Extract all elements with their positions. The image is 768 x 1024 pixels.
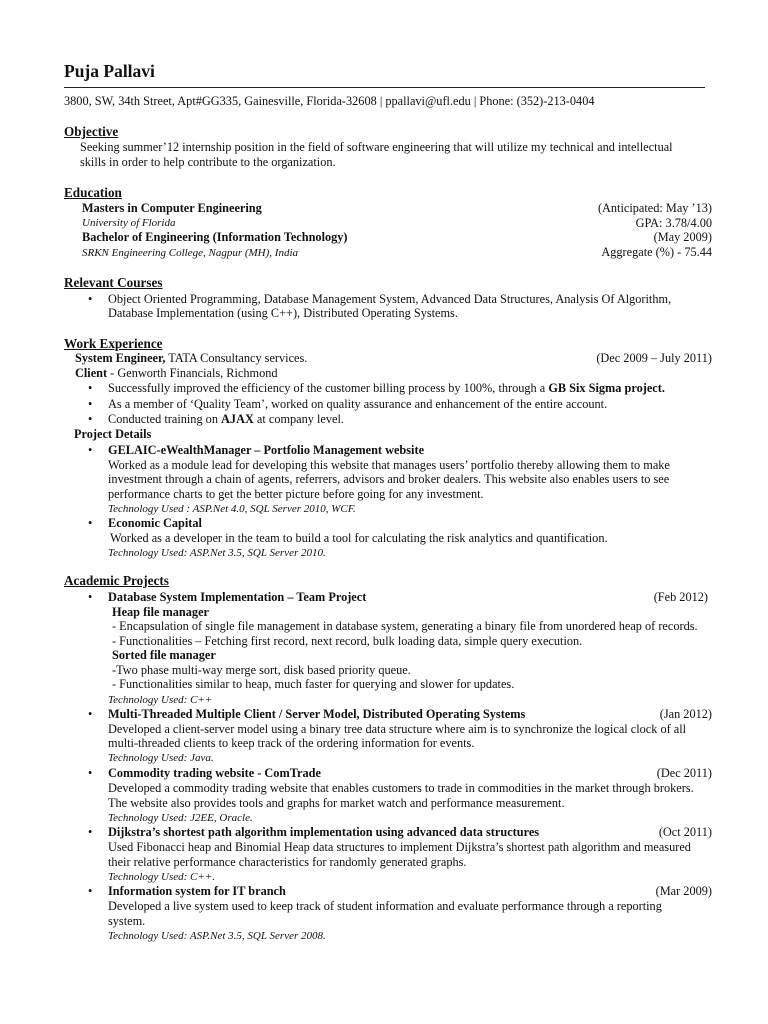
client: - Genworth Financials, Richmond <box>107 366 278 380</box>
project-details-label: Project Details <box>74 427 152 441</box>
school-srkn: SRKN Engineering College, Nagpur (MH), India <box>82 246 299 259</box>
bullet: • <box>88 396 93 411</box>
project-gelaic-title: GELAIC-eWealthManager – Portfolio Management website <box>108 442 425 457</box>
bullet: • <box>88 589 93 604</box>
academic-5-date: (Mar 2009) <box>655 884 712 898</box>
contact-line: 3800, SW, 34th Street, Apt#GG335, Gainesville, Florida-32608 | ppallavi@ufl.edu | Phone: (352)-213-0404 <box>64 94 595 108</box>
academic-5-tech: Technology Used: ASP.Net 3.5, SQL Server 2008. <box>108 929 326 942</box>
bullet: • <box>88 412 93 426</box>
school-uf: University of Florida <box>82 217 176 229</box>
client-line <box>75 366 278 381</box>
project-gelaic-tech: Technology Used : ASP.Net 4.0, SQL Server 2010, WCF. <box>108 503 356 515</box>
bullet: • <box>88 706 93 721</box>
bullet: • <box>88 884 93 898</box>
academic-1-line-4: - Functionalities similar to heap, much faster for querying and slower for updates. <box>112 677 515 692</box>
objective-line-1: Seeking summer’12 internship position in the field of software engineering that will utilize my technical and intellectual <box>80 140 673 154</box>
academic-1-sub-heap: Heap file manager <box>112 604 209 619</box>
gpa: GPA: 3.78/4.00 <box>635 215 712 230</box>
academic-3-line-1: Developed a commodity trading website that enables customers to trade in commodities in the market through brokers. <box>108 781 694 795</box>
job-title: System Engineer, <box>75 351 166 365</box>
academic-2-line-1: Developed a client-server model using a binary tree data structure where aim is to synchronize the logical clock of all <box>108 721 687 736</box>
academic-4-date: (Oct 2011) <box>658 825 712 839</box>
project-ecocap-line-1: Worked as a developer in the team to build a tool for calculating the risk analytics and quantification. <box>110 530 608 545</box>
academic-5-title: Information system for IT branch <box>108 884 286 898</box>
academic-heading: Academic Projects <box>64 573 169 588</box>
aggregate: Aggregate (%) - 75.44 <box>601 244 712 259</box>
work-bullet-3: Conducted training on AJAX at company level. <box>108 412 344 426</box>
bullet: • <box>88 291 93 306</box>
academic-2-title: Multi-Threaded Multiple Client / Server Model, Distributed Operating Systems <box>108 706 526 721</box>
academic-3-tech: Technology Used: J2EE, Oracle. <box>108 811 253 824</box>
courses-heading: Relevant Courses <box>64 275 163 290</box>
academic-1-tech: Technology Used: C++ <box>108 693 213 706</box>
bullet: • <box>88 516 93 530</box>
job-dates: (Dec 2009 – July 2011) <box>596 351 712 365</box>
work-heading: Work Experience <box>64 336 163 351</box>
academic-5-line-2: system. <box>108 913 146 928</box>
academic-1-title: Database System Implementation – Team Project <box>108 589 367 604</box>
project-gelaic-line-3: performance charts to get the better picture before going for any investment. <box>108 486 484 501</box>
academic-2-line-2: multi-threaded clients to keep track of the ordering information for events. <box>108 736 475 751</box>
work-bullet-1: Successfully improved the efficiency of the customer billing process by 100%, through a GB Six Sigma project. <box>108 381 665 395</box>
academic-4-line-1: Used Fibonacci heap and Binomial Heap data structures to implement Dijkstra’s shortest path algorithm and measured <box>108 840 691 854</box>
bullet: • <box>88 442 93 457</box>
bullet: • <box>88 825 93 839</box>
academic-1-line-1: - Encapsulation of single file management in database system, generating a binary file from unordered heap of records. <box>112 619 698 633</box>
project-gelaic-line-1: Worked as a module lead for developing this website that manages users’ portfolio thereby allowing them to make <box>108 457 670 472</box>
academic-2-tech: Technology Used: Java. <box>108 752 214 764</box>
academic-1-sub-sorted: Sorted file manager <box>112 648 216 663</box>
academic-1-date: (Feb 2012) <box>653 589 708 604</box>
degree-bachelors-date: (May 2009) <box>653 230 712 245</box>
academic-4-title: Dijkstra’s shortest path algorithm implementation using advanced data structures <box>108 825 540 839</box>
academic-4-tech: Technology Used: C++. <box>108 870 216 883</box>
academic-2-date: (Jan 2012) <box>659 706 712 721</box>
objective-heading: Objective <box>64 124 119 139</box>
bullet: • <box>88 381 93 395</box>
academic-3-title: Commodity trading website - ComTrade <box>108 766 321 780</box>
academic-3-line-2: The website also provides tools and graphs for market watch and performance measurement. <box>108 795 565 810</box>
courses-line-2: Database Implementation (using C++), Distributed Operating Systems. <box>108 306 458 321</box>
work-bullet-2: As a member of ‘Quality Team’, worked on quality assurance and enhancement of the entire account. <box>108 396 608 411</box>
academic-1-line-3: -Two phase multi-way merge sort, disk based priority queue. <box>112 662 411 677</box>
project-ecocap-title: Economic Capital <box>108 516 202 530</box>
candidate-name: Puja Pallavi <box>64 61 155 81</box>
header-divider <box>64 87 705 88</box>
academic-3-date: (Dec 2011) <box>656 766 712 780</box>
education-heading: Education <box>64 185 122 200</box>
degree-masters: Masters in Computer Engineering <box>82 201 262 215</box>
objective-line-2: skills in order to help contribute to the organization. <box>80 154 336 169</box>
client-label: Client <box>75 366 108 380</box>
courses-line-1: Object Oriented Programming, Database Management System, Advanced Data Structures, Analysis Of Algorithm, <box>108 291 672 306</box>
project-gelaic-line-2: investment through a chain of agents, referrers, advisors and broker dealers. This website also enables users to see <box>108 472 670 487</box>
academic-5-line-1: Developed a live system used to keep track of student information and evaluate performance through a reporting <box>108 899 662 913</box>
academic-4-line-2: their relative performance characteristics for randomly generated graphs. <box>108 854 467 869</box>
project-ecocap-tech: Technology Used: ASP.Net 3.5, SQL Server 2010. <box>108 546 326 559</box>
academic-1-line-2: - Functionalities – Fetching first record, next record, bulk loading data, simple query execution. <box>112 633 583 648</box>
degree-bachelors: Bachelor of Engineering (Information Technology) <box>82 230 348 245</box>
company: TATA Consultancy services. <box>165 351 308 365</box>
bullet: • <box>88 766 93 780</box>
degree-masters-date: (Anticipated: May ’13) <box>597 201 712 215</box>
job-title-line <box>75 351 307 366</box>
